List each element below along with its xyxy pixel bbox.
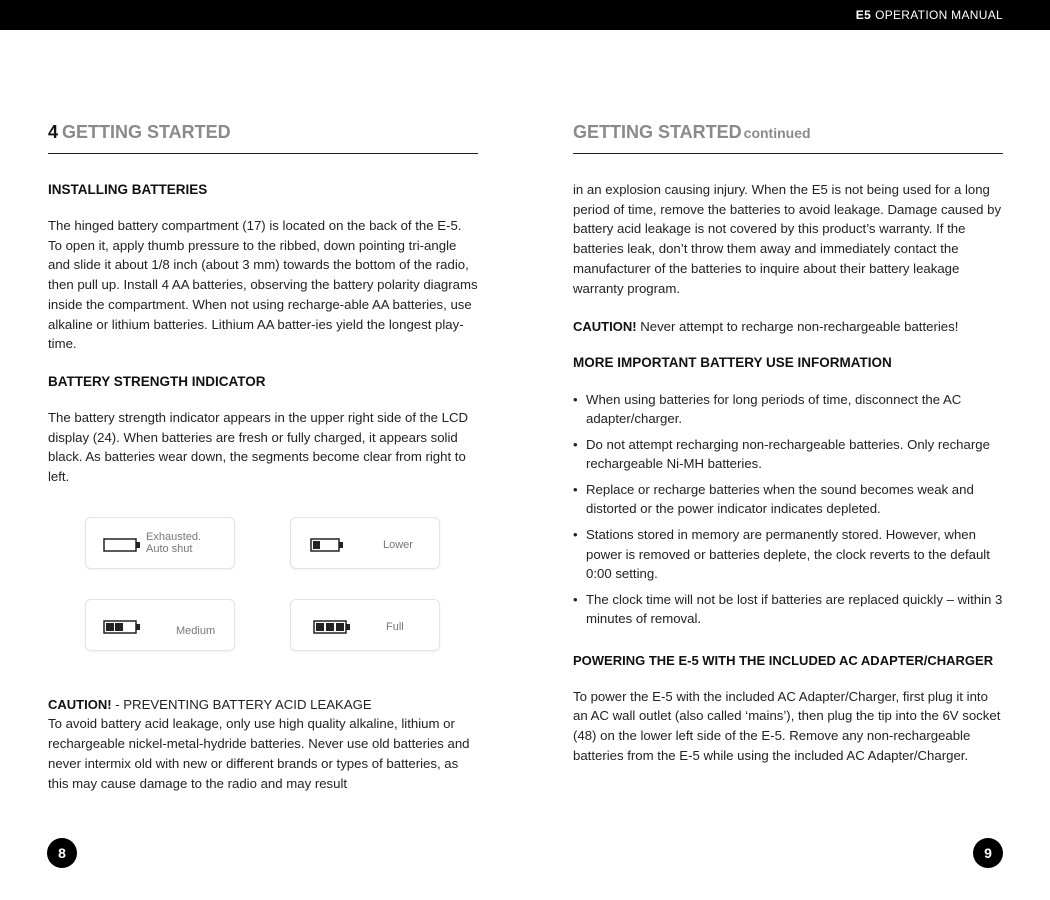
battery-strength-text: The battery strength indicator appears in the upper right side of the LCD display (24). When batteries are fresh or fully charged, it appears solid black. As batteries wear down, the segments become clear from right to left. [48,409,469,485]
list-item: • Replace or recharge batteries when the sound becomes weak and distorted or the power indicator indicates depleted. [573,480,1003,519]
caution-label: CAUTION! [573,319,637,335]
list-item: • Stations stored in memory are permanently stored. However, when power is removed or batteries deplete, the clock reverts to the default 0:00 setting. [573,525,1003,583]
caution-label: CAUTION! [48,696,112,712]
installing-batteries-heading: INSTALLING BATTERIES [48,182,208,197]
indicator-exhausted-label: Exhausted. [146,530,202,543]
battery-indicator-figure [48,517,478,667]
powering-heading: POWERING THE E-5 WITH THE INCLUDED AC ADAPTER/CHARGER [573,652,994,668]
acid-leakage-text: To avoid battery acid leakage, only use high quality alkaline, lithium or rechargeable nickel-metal-hydride batteries. Never use old batteries and never intermix old with new or different brands or types of batteries, as this may cause damage to the radio and may result [48,716,470,791]
indicator-medium [85,599,235,651]
recharge-caution [573,317,1003,337]
list-item: • Do not attempt recharging non-rechargeable batteries. Only recharge rechargeable Ni-MH batteries. [573,435,1003,474]
battery-medium-icon [103,620,141,634]
indicator-full-label: Full [386,620,404,633]
left-section-heading [48,118,478,154]
battery-info-list [573,390,1003,628]
page-number-left: 8 [47,838,77,868]
battery-empty-icon [103,538,141,552]
indicator-exhausted [85,517,235,569]
continued-suffix: continued [743,125,811,141]
indicator-medium-label: Medium [176,624,216,637]
right-page [573,118,1003,766]
page-number-right: 9 [973,838,1003,868]
battery-full-icon [313,620,351,634]
manual-title-text: OPERATION MANUAL [875,8,1003,22]
manual-title [856,8,1003,22]
battery-strength-heading: BATTERY STRENGTH INDICATOR [48,373,266,389]
model-name: E5 [855,8,872,22]
indicator-lower [290,517,440,569]
powering-text: To power the E-5 with the included AC Adapter/Charger, first plug it into an AC wall outlet (also called ‘mains’), then plug the tip into the 6V socket (48) on the lower left side of the E-5. Remove any non-rechargeable batteries from the E-5 while using the included AC Adapter/Charger. [573,688,1001,763]
recharge-caution-text: Never attempt to recharge non-rechargeable batteries! [636,319,959,335]
left-page [48,118,478,793]
section-title: GETTING STARTED [62,122,231,142]
indicator-full [290,599,440,651]
list-item: • The clock time will not be lost if batteries are replaced quickly – within 3 minutes of removal. [573,590,1003,629]
acid-leakage-caution [48,695,478,715]
top-header-bar [0,0,1050,30]
installing-batteries-text: The hinged battery compartment (17) is located on the back of the E-5. To open it, apply thumb pressure to the ribbed, down pointing tri-angle and slide it about 1/8 inch (about 3 mm) towards the bottom of the radio, then pull up. Install 4 AA batteries, observing the battery polarity diagrams inside the compartment. When not using recharge-able AA batteries, use alkaline or lithium batteries. Lithium AA batter-ies yield the longest play-time. [48,218,478,352]
caution-title: - PREVENTING BATTERY ACID LEAKAGE [111,696,372,712]
continued-text: in an explosion causing injury. When the E5 is not being used for a long period of time, remove the batteries to avoid leakage. Damage caused by battery acid leakage is not covered by this product’s warranty. If the batteries leak, don’t throw them away and immediately contact the manufacturer of the batteries to inquire about their battery leakage warranty program. [573,182,1002,296]
indicator-lower-label: Lower [383,538,413,551]
right-section-heading [573,118,1003,154]
list-item: • When using batteries for long periods of time, disconnect the AC adapter/charger. [573,390,1003,429]
battery-low-icon [310,538,348,552]
more-info-heading: MORE IMPORTANT BATTERY USE INFORMATION [573,354,892,370]
indicator-exhausted-sublabel: Auto shut [146,542,193,555]
section-title-continued: GETTING STARTED [573,122,742,142]
section-number: 4 [48,122,59,142]
